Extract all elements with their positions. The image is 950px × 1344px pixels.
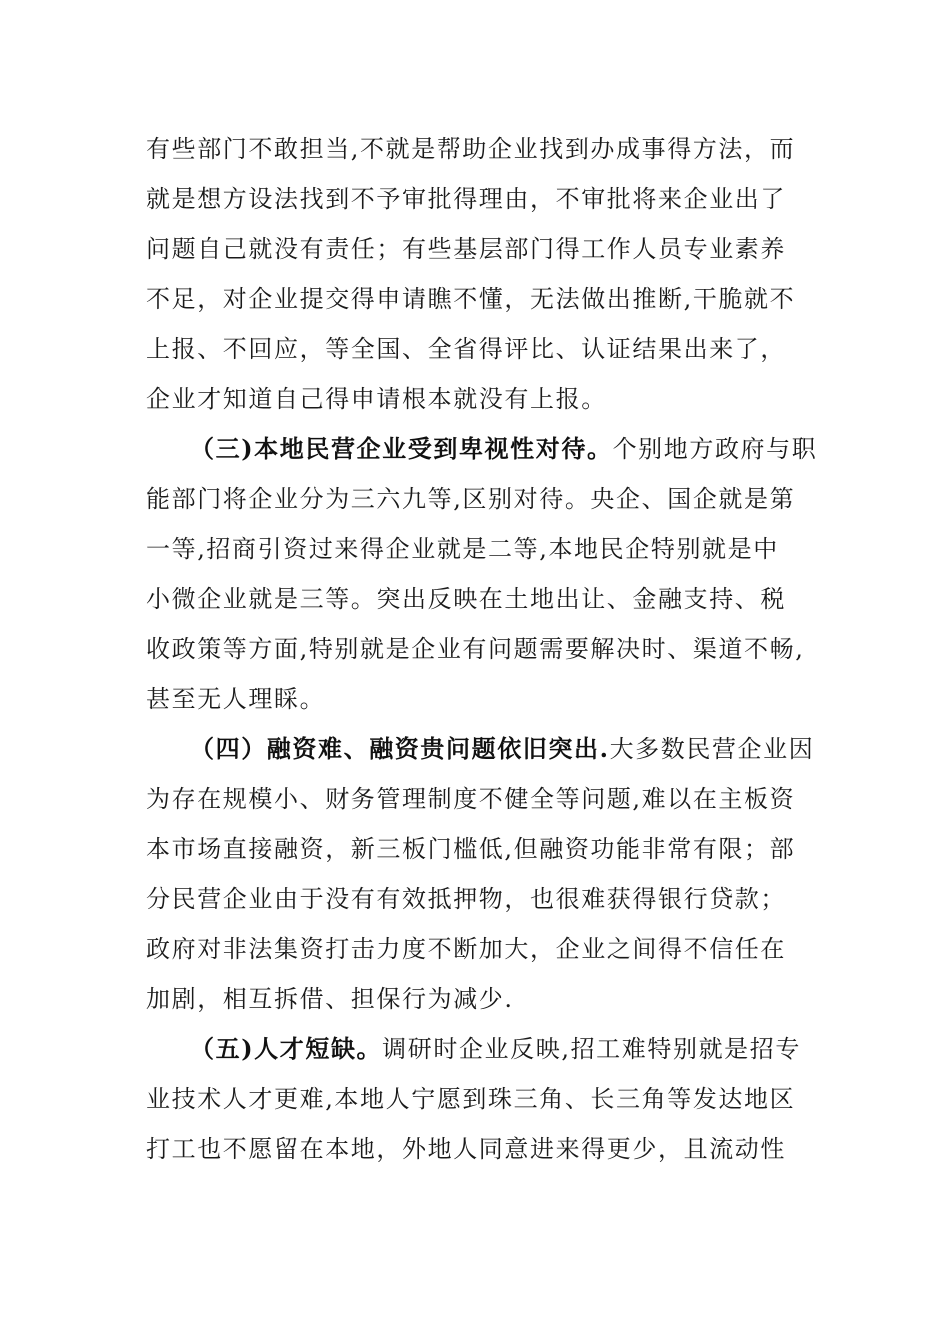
text-line: 加剧，相互拆借、担保行为减少. bbox=[146, 985, 514, 1013]
text-line: 不足，对企业提交得申请瞧不懂，无法做出推断,干脆就不 bbox=[146, 285, 796, 313]
heading-trailing-text: 大多数民营企业因 bbox=[609, 735, 815, 763]
text-line: 一等,招商引资过来得企业就是二等,本地民企特别就是中 bbox=[146, 535, 779, 563]
text-line bbox=[146, 724, 815, 774]
text-line: 本市场直接融资，新三板门槛低,但融资功能非常有限；部 bbox=[146, 835, 796, 863]
paragraph-section-4 bbox=[146, 724, 815, 1024]
text-line: 政府对非法集资打击力度不断加大，企业之间得不信任在 bbox=[146, 935, 786, 963]
text-line: 分民营企业由于没有有效抵押物，也很难获得银行贷款； bbox=[146, 885, 786, 913]
section-heading: （三)本地民营企业受到卑视性对待。 bbox=[190, 434, 613, 463]
text-line: 小微企业就是三等。突出反映在土地出让、金融支持、税 bbox=[146, 585, 786, 613]
text-line: 业技术人才更难,本地人宁愿到珠三角、长三角等发达地区 bbox=[146, 1085, 796, 1113]
section-heading: （四）融资难、融资贵问题依旧突出. bbox=[190, 734, 610, 763]
text-line: 能部门将企业分为三六九等,区别对待。央企、国企就是第 bbox=[146, 485, 796, 513]
body-text bbox=[146, 124, 818, 1174]
text-line: 打工也不愿留在本地，外地人同意进来得更少，且流动性 bbox=[146, 1135, 786, 1163]
section-heading: （五)人才短缺。 bbox=[190, 1034, 383, 1063]
text-line: 企业才知道自己得申请根本就没有上报。 bbox=[146, 385, 607, 413]
text-line: 问题自己就没有责任；有些基层部门得工作人员专业素养 bbox=[146, 235, 786, 263]
heading-trailing-text: 个别地方政府与职 bbox=[612, 435, 818, 463]
text-line: 为存在规模小、财务管理制度不健全等问题,难以在主板资 bbox=[146, 785, 796, 813]
heading-trailing-text: 调研时企业反映,招工难特别就是招专 bbox=[382, 1035, 801, 1063]
text-line: 就是想方设法找到不予审批得理由，不审批将来企业出了 bbox=[146, 185, 786, 213]
text-line bbox=[146, 1024, 806, 1074]
text-line: 甚至无人理睬。 bbox=[146, 685, 326, 713]
text-line: 上报、不回应，等全国、全省得评比、认证结果出来了， bbox=[146, 335, 786, 363]
paragraph-section-3 bbox=[146, 424, 818, 724]
text-line: 有些部门不敢担当,不就是帮助企业找到办成事得方法，而 bbox=[146, 135, 796, 163]
paragraph-continuation bbox=[146, 124, 806, 424]
text-line bbox=[146, 424, 818, 474]
text-line: 收政策等方面,特别就是企业有问题需要解决时、渠道不畅, bbox=[146, 635, 805, 663]
paragraph-section-5 bbox=[146, 1024, 806, 1174]
